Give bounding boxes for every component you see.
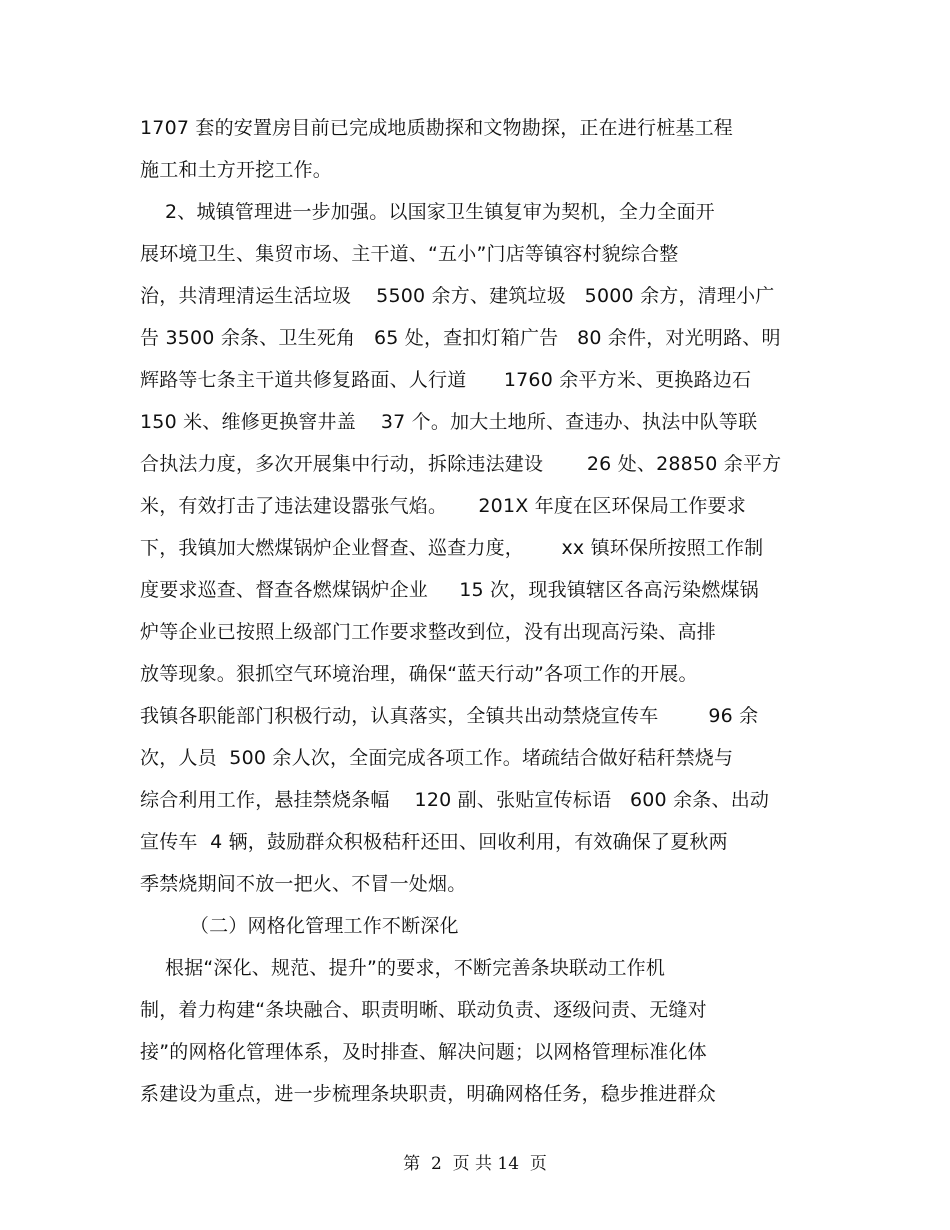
- text-line: 展环境卫生、集贸市场、主干道、“五小”门店等镇容村貌综合整: [140, 243, 679, 265]
- text-line: 接”的网格化管理体系，及时排查、解决问题；以网格管理标准化体: [140, 1041, 707, 1063]
- text-line: 综合利用工作，悬挂禁烧条幅 120 副、张贴宣传标语 600 余条、出动: [140, 789, 770, 811]
- text-line: 我镇各职能部门积极行动，认真落实，全镇共出动禁烧宣传车 96 余: [140, 705, 759, 727]
- text-line: 施工和土方开挖工作。: [140, 159, 333, 181]
- page-footer: 第 2 页 共 14 页: [403, 1154, 547, 1174]
- text-line: 制，着力构建“条块融合、职责明晰、联动负责、逐级问责、无缝对: [140, 999, 707, 1021]
- text-line: 系建设为重点，进一步梳理条块职责，明确网格任务，稳步推进群众: [140, 1083, 717, 1105]
- text-line: 度要求巡查、督查各燃煤锅炉企业 15 次，现我镇辖区各高污染燃煤锅: [140, 579, 759, 601]
- text-line: 次，人员 500 余人次，全面完成各项工作。堵疏结合做好秸秆禁烧与: [140, 747, 734, 769]
- text-line: 告 3500 余条、卫生死角 65 处，查扣灯箱广告 80 余件，对光明路、明: [140, 327, 781, 349]
- text-line: 季禁烧期间不放一把火、不冒一处烟。: [140, 873, 467, 895]
- text-line: 治，共清理清运生活垃圾 5500 余方、建筑垃圾 5000 余方，清理小广: [140, 285, 775, 307]
- text-line: 宣传车 4 辆，鼓励群众积极秸秆还田、回收利用，有效确保了夏秋两: [140, 831, 728, 853]
- text-line: 下，我镇加大燃煤锅炉企业督查、巡查力度， xx 镇环保所按照工作制: [140, 537, 764, 559]
- text-line: 150 米、维修更换窨井盖 37 个。加大土地所、查违办、执法中队等联: [140, 411, 758, 433]
- text-line: 合执法力度，多次开展集中行动，拆除违法建设 26 处、28850 余平方: [140, 453, 782, 475]
- text-line: 炉等企业已按照上级部门工作要求整改到位，没有出现高污染、高排: [140, 621, 717, 643]
- text-line: 辉路等七条主干道共修复路面、人行道 1760 余平方米、更换路边石: [140, 369, 752, 391]
- text-line: 2、城镇管理进一步加强。以国家卫生镇复审为契机，全力全面开: [140, 201, 715, 223]
- text-line: 1707 套的安置房目前已完成地质勘探和文物勘探，正在进行桩基工程: [140, 117, 733, 139]
- text-line: 放等现象。狠抓空气环境治理，确保“蓝天行动”各项工作的开展。: [140, 663, 698, 685]
- section-heading: （二）网格化管理工作不断深化: [140, 915, 459, 937]
- text-line: 根据“深化、规范、提升”的要求，不断完善条块联动工作机: [140, 957, 666, 979]
- text-line: 米，有效打击了违法建设嚣张气焰。 201X 年度在区环保局工作要求: [140, 495, 746, 517]
